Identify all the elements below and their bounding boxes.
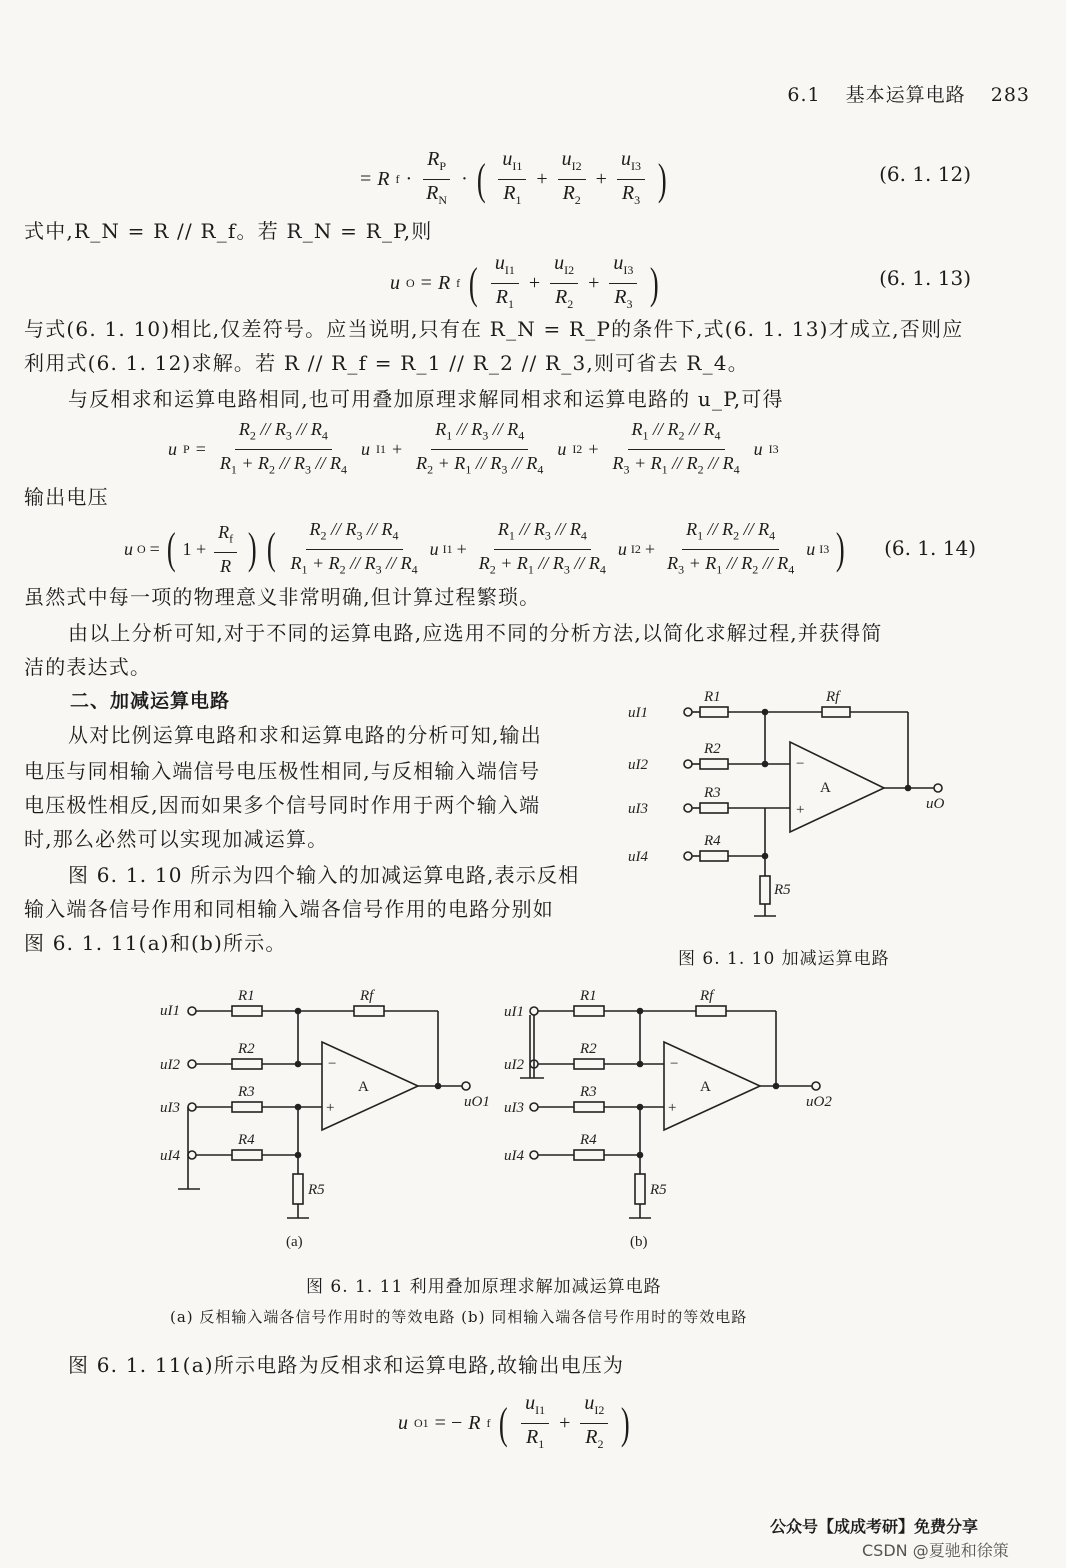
label-r2: R2	[704, 741, 721, 757]
watermark-csdn: CSDN @夏驰和徐策	[862, 1541, 1009, 1560]
section-title: 二、加减运算电路	[70, 690, 231, 712]
label-r1: R1	[580, 988, 597, 1004]
page-number: 283	[990, 84, 1030, 106]
label-ui2: uI2	[504, 1057, 524, 1073]
resistor-r2	[232, 1059, 262, 1069]
label-r5: R5	[308, 1182, 325, 1198]
resistor-r3	[232, 1102, 262, 1112]
label-ui3: uI3	[504, 1100, 524, 1116]
eq-number-12: (6. 1. 12)	[879, 162, 971, 186]
label-ui1: uI1	[504, 1004, 524, 1020]
resistor-rf	[696, 1006, 726, 1016]
figure-6-1-11a-circuit	[160, 984, 490, 1254]
paragraph-addsub-1: 从对比例运算电路和求和运算电路的分析可知,输出	[68, 723, 542, 747]
resistor-r1	[700, 707, 728, 717]
resistor-r5	[760, 876, 770, 904]
label-opamp: A	[358, 1079, 369, 1095]
resistor-r5	[635, 1174, 645, 1204]
label-r4: R4	[580, 1132, 597, 1148]
running-header	[769, 80, 1030, 107]
label-r3: R3	[580, 1084, 597, 1100]
label-r3: R3	[238, 1084, 255, 1100]
paragraph-compare-2: 利用式(6. 1. 12)求解。若 R // R_f = R_1 // R_2 // R_3,则可省去 R_4。	[24, 351, 749, 375]
figure-6-1-10-caption: 图 6. 1. 10 加减运算电路	[678, 949, 890, 969]
label-r4: R4	[704, 833, 721, 849]
paragraph-addsub-3: 电压极性相反,因而如果多个信号同时作用于两个输入端	[24, 793, 541, 817]
label-ui4: uI4	[160, 1148, 180, 1164]
svg-text:−: −	[328, 1056, 337, 1072]
paragraph-compare-1: 与式(6. 1. 10)相比,仅差符号。应当说明,只有在 R_N = R_P的条件下,式(6. 1. 13)才成立,否则应	[24, 317, 964, 341]
terminal-ui2	[684, 760, 692, 768]
resistor-rf	[354, 1006, 384, 1016]
header-section: 6.1	[787, 84, 821, 106]
eq-number-13: (6. 1. 13)	[879, 266, 971, 290]
resistor-rf	[822, 707, 850, 717]
equation-6-1-13: u O = R f ( $\frac{u_{I1}}{R_1}$ + $\frac{u_{I2}}{R_2}$ + $\frac{u_{I3}}{R_3}$ )	[390, 252, 660, 311]
label-r5: R5	[774, 882, 791, 898]
label-r3: R3	[704, 785, 721, 801]
resistor-r1	[574, 1006, 604, 1016]
label-uo1: uO1	[464, 1094, 490, 1110]
label-r2: R2	[238, 1041, 255, 1057]
label-ui1: uI1	[160, 1003, 180, 1019]
svg-text:+: +	[326, 1100, 335, 1116]
label-rf: Rf	[360, 988, 374, 1004]
resistor-r4	[700, 851, 728, 861]
resistor-r4	[574, 1150, 604, 1160]
paragraph-fig-1: 图 6. 1. 10 所示为四个输入的加减运算电路,表示反相	[68, 863, 580, 887]
terminal-ui4	[684, 852, 692, 860]
label-a: (a)	[286, 1234, 303, 1250]
line-rn: 式中,R_N = R // R_f。若 R_N = R_P,则	[24, 219, 433, 243]
svg-text:−: −	[670, 1056, 679, 1072]
label-r1: R1	[238, 988, 255, 1004]
label-b: (b)	[630, 1234, 648, 1250]
equation-uo1: u O1 = − R f ( $\frac{u_{I1}}{R_1}$ + $\frac{u_{I2}}{R_2}$ )	[398, 1392, 631, 1451]
paragraph-final: 图 6. 1. 11(a)所示电路为反相求和运算电路,故输出电压为	[68, 1353, 625, 1377]
label-r4: R4	[238, 1132, 255, 1148]
svg-text:+: +	[796, 802, 805, 818]
label-ui2: uI2	[160, 1057, 180, 1073]
eq-number-14: (6. 1. 14)	[884, 536, 976, 560]
paragraph-fig-3: 图 6. 1. 11(a)和(b)所示。	[24, 931, 287, 955]
svg-text:−: −	[796, 756, 805, 772]
label-ui4: uI4	[504, 1148, 524, 1164]
resistor-r2	[700, 759, 728, 769]
label-uo2: uO2	[806, 1094, 832, 1110]
paragraph-superposition: 与反相求和运算电路相同,也可用叠加原理求解同相求和运算电路的 u_P,可得	[68, 387, 784, 411]
svg-text:+: +	[668, 1100, 677, 1116]
figure-6-1-11-subcaption: (a) 反相输入端各信号作用时的等效电路 (b) 同相输入端各信号作用时的等效电路	[170, 1308, 748, 1326]
equation-6-1-14: u O = ( 1 + $\frac{R_f}{R}$ ) ( $\frac{R_2 // R_3 // R_4}{R_1 + R_2 // R_3 // R_4}$ u I1 + $\frac{R_1 // R_3 // R_4}{R_2 + R_1 // R_3 // R_4}$ u I2 + $\frac{R_1 // R_2 // R_4}{R_3 + R_1 // R_2 // R_4}$ u I3 )	[124, 519, 845, 577]
paragraph-analysis-1: 由以上分析可知,对于不同的运算电路,应选用不同的分析方法,以简化求解过程,并获得简	[68, 621, 883, 645]
watermark-gzh: 公众号【成成考研】免费分享	[770, 1517, 979, 1536]
paragraph-addsub-2: 电压与同相输入端信号电压极性相同,与反相输入端信号	[24, 759, 541, 783]
paragraph-addsub-4: 时,那么必然可以实现加减运算。	[24, 827, 329, 851]
terminal-ui3	[684, 804, 692, 812]
resistor-r5	[293, 1174, 303, 1204]
label-uo: uO	[926, 796, 945, 812]
label-rf: Rf	[826, 689, 840, 705]
label-ui3: uI3	[628, 801, 648, 817]
output-voltage-label: 输出电压	[24, 485, 109, 509]
equation-6-1-12: = R f · $\frac{R_P}{R_N}$ · ( $\frac{u_{I1}}{R_1}$ + $\frac{u_{I2}}{R_2}$ + $\frac{u_{I3}}{R_3}$ )	[360, 148, 667, 207]
label-opamp: A	[820, 780, 831, 796]
terminal-ui1	[684, 708, 692, 716]
label-r1: R1	[704, 689, 721, 705]
label-r5: R5	[650, 1182, 667, 1198]
terminal-uo	[934, 784, 942, 792]
equation-up: u P = $\frac{R_2 // R_3 // R_4}{R_1 + R_2 // R_3 // R_4}$ u I1 + $\frac{R_1 // R_3 // R_4}{R_2 + R_1 // R_3 // R_4}$ u I2 + $\frac{R_1 // R_2 // R_4}{R_3 + R_1 // R_2 // R_4}$ u I3	[168, 419, 779, 477]
paragraph-meaning: 虽然式中每一项的物理意义非常明确,但计算过程繁琐。	[24, 585, 541, 609]
resistor-r3	[700, 803, 728, 813]
label-ui2: uI2	[628, 757, 648, 773]
label-rf: Rf	[700, 988, 714, 1004]
paragraph-fig-2: 输入端各信号作用和同相输入端各信号作用的电路分别如	[24, 897, 554, 921]
figure-6-1-11-caption: 图 6. 1. 11 利用叠加原理求解加减运算电路	[306, 1277, 662, 1297]
figure-6-1-10-circuit	[622, 684, 952, 929]
header-title: 基本运算电路	[845, 84, 966, 106]
label-r2: R2	[580, 1041, 597, 1057]
figure-6-1-11b-circuit	[504, 984, 844, 1254]
resistor-r2	[574, 1059, 604, 1069]
paragraph-analysis-2: 洁的表达式。	[24, 655, 152, 679]
label-ui3: uI3	[160, 1100, 180, 1116]
label-ui4: uI4	[628, 849, 648, 865]
resistor-r3	[574, 1102, 604, 1112]
label-ui1: uI1	[628, 705, 648, 721]
resistor-r4	[232, 1150, 262, 1160]
label-opamp: A	[700, 1079, 711, 1095]
resistor-r1	[232, 1006, 262, 1016]
